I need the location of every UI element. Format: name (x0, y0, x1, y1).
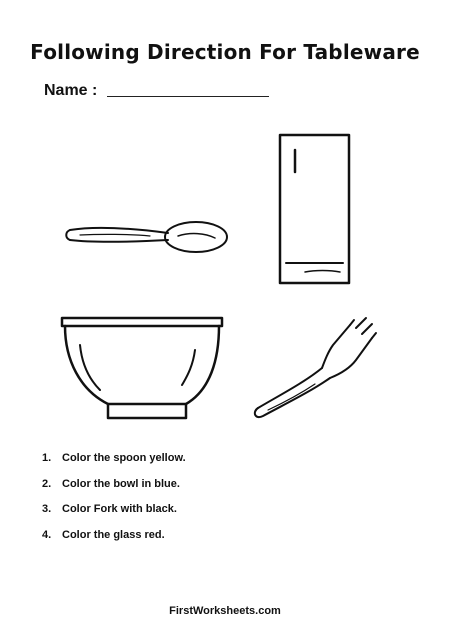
instruction-text: Color the spoon yellow. (62, 452, 186, 464)
spoon-drawing (66, 222, 227, 252)
instruction-item (42, 529, 186, 555)
instruction-text: Color Fork with black. (62, 503, 177, 515)
instruction-item (42, 452, 186, 478)
footer-website: FirstWorksheets.com (169, 605, 281, 617)
instruction-text: Color the glass red. (62, 528, 165, 541)
glass-drawing (280, 135, 349, 283)
instruction-number: 2. (42, 477, 52, 490)
instruction-text: Color the bowl in blue. (62, 477, 180, 490)
worksheet-title: Following Direction For Tableware (30, 40, 420, 64)
instruction-number: 4. (42, 528, 52, 541)
instruction-number: 3. (42, 503, 52, 515)
bowl-drawing (62, 318, 222, 418)
instruction-item (42, 503, 186, 529)
instruction-list (42, 452, 186, 554)
instruction-number: 1. (42, 452, 52, 464)
name-label: Name : (44, 82, 98, 99)
instruction-item (42, 478, 186, 504)
fork-drawing (255, 318, 376, 417)
